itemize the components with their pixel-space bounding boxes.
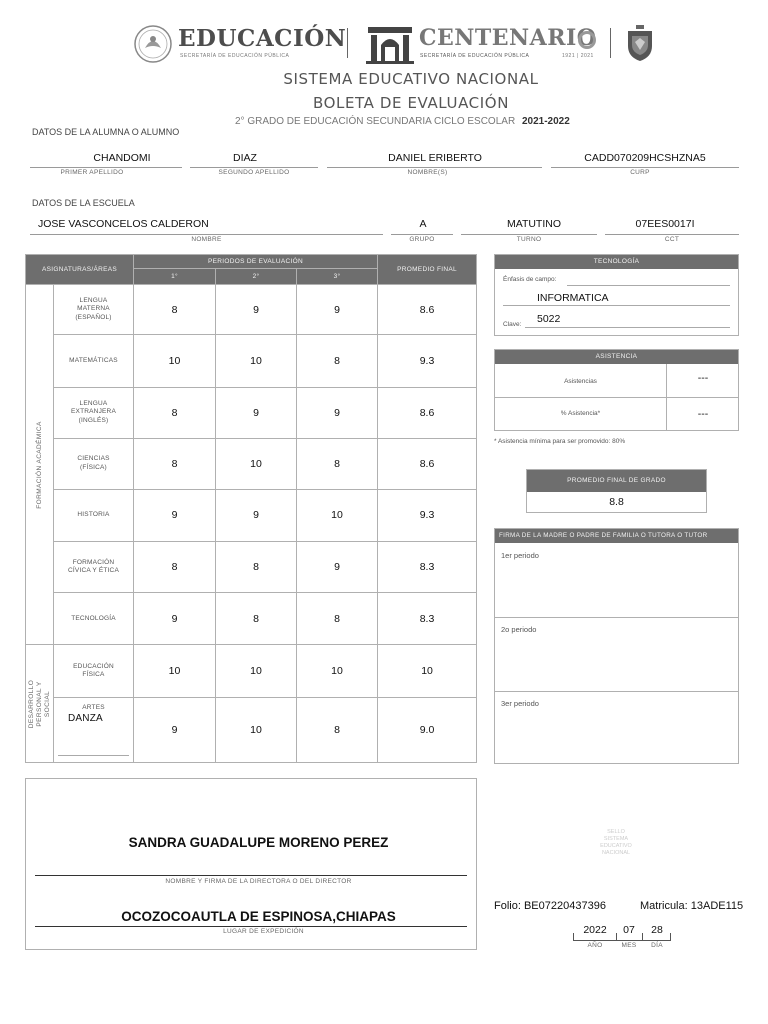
- grade-p1: 9: [134, 697, 216, 762]
- date-month: 07: [623, 924, 635, 936]
- grade-line: [235, 116, 570, 127]
- average-header: PROMEDIO FINAL: [378, 255, 477, 285]
- grade-average: 8.6: [378, 438, 477, 489]
- student-underline-4: [551, 167, 739, 168]
- key-underline: [525, 327, 730, 328]
- grade-line-text: 2° GRADO DE EDUCACIÓN SECUNDARIA CICLO ESCOLAR: [235, 116, 516, 127]
- date-tick-3: [642, 933, 643, 941]
- seal-line-3: EDUCATIVO: [600, 843, 632, 850]
- shield-icon: [626, 24, 654, 62]
- folio: [494, 900, 606, 912]
- sep-seal-logo: [133, 24, 173, 64]
- date-underline: [573, 940, 671, 941]
- grade-average: 8.6: [378, 387, 477, 438]
- table-row: [26, 489, 477, 541]
- grade-average: 8.3: [378, 593, 477, 645]
- curp-value: CADD070209HCSHZNA5: [584, 152, 706, 164]
- arts-underline: [58, 755, 129, 756]
- signature-divider-1: [495, 617, 738, 618]
- grade-average: 9.3: [378, 489, 477, 541]
- matricula-label: Matricula:: [640, 900, 688, 912]
- grade-p2: 10: [216, 335, 297, 387]
- header-divider-2: [610, 28, 611, 58]
- table-row: [26, 542, 477, 593]
- school-name-label: NOMBRE: [191, 236, 222, 243]
- date-day-label: DÍA: [651, 942, 663, 949]
- centenario-brand: CENTENARIO: [419, 25, 597, 51]
- grade-p3: 8: [297, 593, 378, 645]
- final-average-value: 8.8: [609, 496, 624, 508]
- period-3-header: 3°: [297, 269, 378, 285]
- school-underline-2: [391, 234, 453, 235]
- student-underline-3: [327, 167, 542, 168]
- subject-name: TECNOLOGÍA: [54, 593, 134, 645]
- table-row: [26, 335, 477, 387]
- date-year-label: AÑO: [587, 942, 603, 949]
- page-title: SISTEMA EDUCATIVO NACIONAL: [283, 70, 539, 88]
- shift-label: TURNO: [516, 236, 542, 243]
- matricula-value: 13ADE115: [690, 900, 744, 912]
- seal-line-1: SELLO: [607, 829, 625, 835]
- folio-value: BE07220437396: [523, 900, 606, 912]
- academic-group-cell: [26, 285, 54, 645]
- grade-p1: 10: [134, 645, 216, 697]
- final-average-panel: [526, 469, 707, 513]
- attendance-panel-head: ASISTENCIA: [495, 350, 738, 364]
- grade-p1: 8: [134, 438, 216, 489]
- first-surname-value: CHANDOMI: [93, 152, 151, 164]
- grade-p2: 9: [216, 387, 297, 438]
- shift-value: MATUTINO: [506, 218, 562, 230]
- field-underline: [567, 285, 730, 286]
- matricula: [640, 900, 743, 912]
- educacion-brand-sub: SECRETARÍA DE EDUCACIÓN PÚBLICA: [180, 53, 290, 59]
- key-label: Clave:: [503, 321, 522, 328]
- director-underline: [35, 875, 467, 876]
- grade-p3: 8: [297, 697, 378, 762]
- grade-p1: 8: [134, 387, 216, 438]
- second-surname-value: DIAZ: [233, 152, 257, 164]
- parent-signature-head: FIRMA DE LA MADRE O PADRE DE FAMILIA O TUTORA O TUTOR: [495, 529, 738, 543]
- subject-name: LENGUA MATERNA (ESPAÑOL): [54, 285, 134, 335]
- state-shield-logo: [626, 24, 654, 62]
- centenario-years: 1921 | 2021: [562, 53, 594, 59]
- academic-group-label: FORMACIÓN ACADÉMICA: [35, 421, 43, 509]
- director-name-label: NOMBRE Y FIRMA DE LA DIRECTORA O DEL DIRECTOR: [165, 878, 352, 885]
- arts-cell: [54, 697, 134, 762]
- school-underline-3: [461, 234, 597, 235]
- header-divider: [347, 28, 348, 58]
- grade-p3: 8: [297, 335, 378, 387]
- attendance-note: * Asistencia mínima para ser promovido: 80%: [494, 438, 626, 445]
- student-underline-2: [190, 167, 318, 168]
- date-month-label: MES: [621, 942, 637, 949]
- school-underline-4: [605, 234, 739, 235]
- page-subtitle: BOLETA DE EVALUACIÓN: [312, 94, 510, 112]
- centenario-ring-icon: [578, 31, 596, 49]
- issue-place: OCOZOCOAUTLA DE ESPINOSA,CHIAPAS: [121, 909, 396, 924]
- grade-p2: 10: [216, 697, 297, 762]
- second-surname-label: SEGUNDO APELLIDO: [218, 169, 290, 176]
- cct-value: 07EES0017I: [635, 218, 695, 230]
- grade-p2: 10: [216, 645, 297, 697]
- grade-average: 8.3: [378, 542, 477, 593]
- signature-divider-2: [495, 691, 738, 692]
- grade-p1: 10: [134, 335, 216, 387]
- field-value: INFORMATICA: [537, 292, 609, 304]
- table-row: [26, 387, 477, 438]
- parent-signature-panel: [494, 528, 739, 764]
- table-row: [26, 697, 477, 762]
- grade-p3: 9: [297, 542, 378, 593]
- date-tick-1: [573, 933, 574, 941]
- grade-average: 9.0: [378, 697, 477, 762]
- educacion-brand: EDUCACIÓN: [178, 25, 347, 52]
- grade-p1: 8: [134, 285, 216, 335]
- attendance-pct-label: % Asistencia*: [560, 410, 601, 417]
- issue-place-label: LUGAR DE EXPEDICIÓN: [223, 928, 304, 935]
- date-tick-2: [616, 933, 617, 941]
- school-underline-1: [30, 234, 383, 235]
- periods-header: PERIODOS DE EVALUACIÓN: [134, 255, 378, 269]
- subject-name: ARTES: [82, 703, 105, 711]
- seal-line-2: SISTEMA: [603, 836, 629, 843]
- arts-detail: DANZA: [68, 713, 103, 725]
- first-surname-label: PRIMER APELLIDO: [60, 169, 124, 176]
- names-label: NOMBRE(S): [407, 169, 448, 176]
- subject-name: MATEMÁTICAS: [54, 335, 134, 387]
- grade-p2: 8: [216, 542, 297, 593]
- centenario-brand-sub: SECRETARÍA DE EDUCACIÓN PÚBLICA: [420, 53, 530, 59]
- table-row: [26, 285, 477, 335]
- period-2-header: 2°: [216, 269, 297, 285]
- subject-name: EDUCACIÓN FÍSICA: [54, 645, 134, 697]
- director-name: SANDRA GUADALUPE MORENO PEREZ: [128, 835, 389, 850]
- signature-period-3: 3er periodo: [501, 699, 539, 708]
- personal-group-cell: [26, 645, 54, 763]
- school-section-label: DATOS DE LA ESCUELA: [32, 198, 135, 208]
- attendance-value: ---: [697, 372, 709, 384]
- grades-table: [25, 254, 477, 763]
- attendance-panel: [494, 349, 739, 431]
- folio-label: Folio:: [494, 900, 521, 912]
- date-day: 28: [651, 924, 663, 936]
- key-value: 5022: [537, 313, 561, 325]
- grade-p3: 9: [297, 285, 378, 335]
- attendance-pct-value: ---: [697, 408, 709, 420]
- grade-p2: 10: [216, 438, 297, 489]
- school-name-value: JOSE VASCONCELOS CALDERON: [38, 218, 209, 230]
- subject-name: CIENCIAS (FÍSICA): [54, 438, 134, 489]
- seal-placeholder: [590, 829, 642, 858]
- grade-p3: 8: [297, 438, 378, 489]
- eagle-seal-icon: [133, 24, 173, 64]
- grade-p3: 10: [297, 489, 378, 541]
- school-year: 2021-2022: [521, 116, 570, 127]
- field-label: Énfasis de campo:: [503, 276, 557, 283]
- grade-p3: 9: [297, 387, 378, 438]
- building-icon: [366, 23, 414, 65]
- names-value: DANIEL ERIBERTO: [388, 152, 482, 164]
- grade-p1: 9: [134, 593, 216, 645]
- date-tick-4: [670, 933, 671, 941]
- attendance-row-divider: [495, 397, 738, 398]
- group-value: A: [419, 218, 427, 230]
- centenario-building-logo: [366, 23, 414, 65]
- seal-line-4: NACIONAL: [601, 850, 631, 857]
- personal-group-label: DESARROLLO PERSONAL Y SOCIAL: [27, 679, 51, 728]
- subject-name: LENGUA EXTRANJERA (INGLÉS): [54, 387, 134, 438]
- table-row: [26, 438, 477, 489]
- table-row: [26, 593, 477, 645]
- signature-period-1: 1er periodo: [501, 551, 539, 560]
- technology-panel: [494, 254, 739, 336]
- grade-average: 10: [378, 645, 477, 697]
- attendance-label: Asistencias: [564, 378, 597, 385]
- director-signature-box: [25, 778, 477, 950]
- period-1-header: 1°: [134, 269, 216, 285]
- signature-period-2: 2o periodo: [501, 625, 537, 634]
- place-underline: [35, 926, 467, 927]
- subject-name: FORMACIÓN CÍVICA Y ÉTICA: [54, 542, 134, 593]
- student-underline-1: [30, 167, 182, 168]
- curp-label: CURP: [630, 169, 650, 176]
- grade-p2: 8: [216, 593, 297, 645]
- issue-date: [573, 924, 673, 954]
- field-underline-2: [503, 305, 730, 306]
- date-year: 2022: [583, 924, 607, 936]
- final-average-head: PROMEDIO FINAL DE GRADO: [527, 470, 706, 492]
- grade-p1: 9: [134, 489, 216, 541]
- subject-name: HISTORIA: [54, 489, 134, 541]
- group-label: GRUPO: [409, 236, 435, 243]
- table-row: [26, 645, 477, 697]
- technology-panel-head: TECNOLOGÍA: [495, 255, 738, 269]
- grade-p2: 9: [216, 489, 297, 541]
- grade-average: 8.6: [378, 285, 477, 335]
- grade-p3: 10: [297, 645, 378, 697]
- cct-label: CCT: [664, 236, 680, 243]
- grade-p2: 9: [216, 285, 297, 335]
- student-section-label: DATOS DE LA ALUMNA O ALUMNO: [32, 127, 180, 137]
- subjects-header: ASIGNATURAS/ÁREAS: [26, 255, 134, 285]
- grade-average: 9.3: [378, 335, 477, 387]
- grade-p1: 8: [134, 542, 216, 593]
